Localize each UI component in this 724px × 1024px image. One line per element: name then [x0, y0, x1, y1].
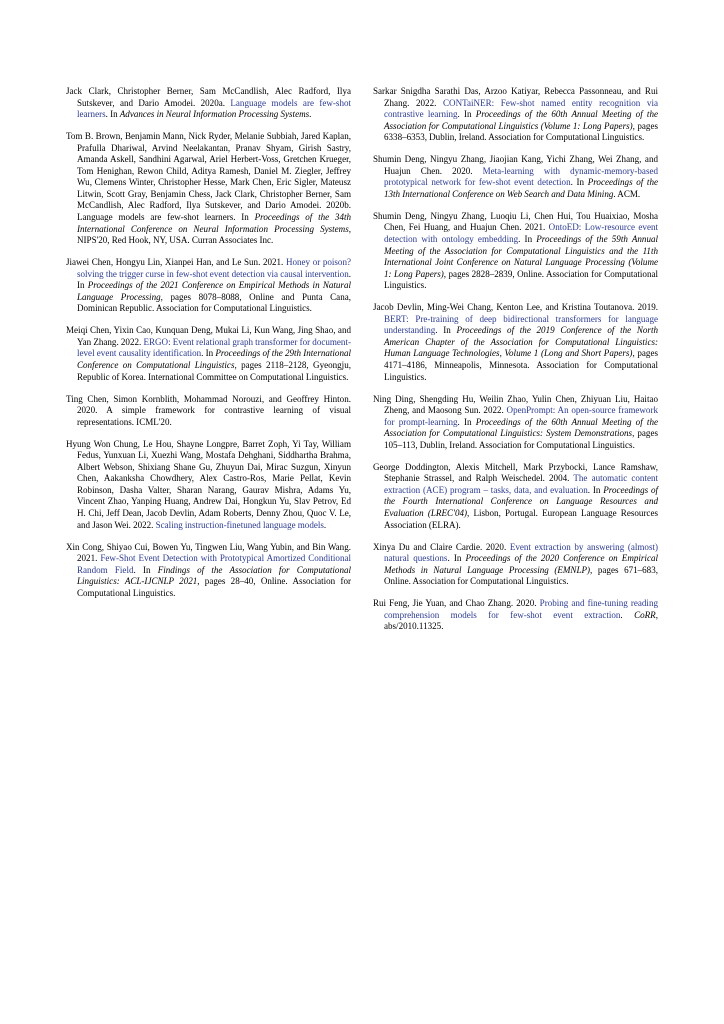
right-column: [373, 86, 658, 633]
reference-entry: [373, 86, 658, 144]
reference-title-link[interactable]: ERGO: Event relational graph transformer for document-level event causality identification: [77, 336, 351, 359]
reference-text: . In: [457, 416, 476, 427]
reference-text: Rui Feng, Jie Yuan, and Chao Zhang. 2020.: [373, 598, 540, 609]
reference-entry: [66, 325, 351, 383]
reference-text: . In: [447, 553, 466, 564]
reference-title-link[interactable]: Scaling instruction-finetuned language models: [155, 519, 324, 530]
reference-title-link[interactable]: Meta-learning with dynamic-memory-based prototypical network for few-shot event detection: [384, 165, 658, 188]
reference-entry: [373, 302, 658, 383]
reference-text: Jacob Devlin, Ming-Wei Chang, Kenton Lee, and Kristina Toutanova. 2019.: [373, 302, 658, 313]
reference-venue: Proceedings of the 60th Annual Meeting of the Association for Computational Linguistics (Volume 1: Long Papers): [384, 109, 658, 131]
reference-text: .: [309, 109, 312, 120]
reference-text: , pages 4171–4186, Minneapolis, Minnesota. Association for Computational Linguistics.: [384, 348, 658, 382]
reference-text: George Doddington, Alexis Mitchell, Mark Przybocki, Lance Ramshaw, Stephanie Strassel, and Ralph Weischedel. 2004.: [373, 461, 658, 484]
reference-title-link[interactable]: OntoED: Low-resource event detection with ontology embedding: [384, 222, 658, 245]
reference-entry: [373, 211, 658, 292]
reference-text: Meiqi Chen, Yixin Cao, Kunquan Deng, Mukai Li, Kun Wang, Jing Shao, and Yan Zhang. 2022.: [66, 325, 351, 347]
reference-text: . ACM.: [613, 188, 641, 199]
left-column: [66, 86, 351, 599]
reference-text: , NIPS'20, Red Hook, NY, USA. Curran Associates Inc.: [77, 223, 351, 246]
reference-title-link[interactable]: Language models are few-shot learners: [77, 97, 352, 120]
reference-text: , Lisbon, Portugal. European Language Resources Association (ELRA).: [384, 508, 658, 530]
reference-text: . In: [105, 109, 120, 120]
reference-venue: Proceedings of the 59th Annual Meeting of the Association for Computational Linguistics and the 11th International Joint Conference on Natural Language Processing (Volume 1: Long Papers): [384, 234, 658, 279]
reference-title-link[interactable]: Few-Shot Event Detection with Prototypical Amortized Conditional Random Field: [77, 553, 351, 575]
reference-venue: Advances in Neural Information Processing Systems: [119, 109, 310, 120]
reference-text: , pages 28–40, Online. Association for Computational Linguistics.: [77, 576, 351, 598]
reference-entry: [373, 394, 658, 452]
reference-title-link[interactable]: CONTaiNER: Few-shot named entity recognition via contrastive learning: [384, 97, 658, 120]
reference-title-link[interactable]: Probing and fine-tuning reading comprehension models for few-shot event extraction: [384, 598, 658, 620]
reference-text: , abs/2010.11325.: [384, 609, 658, 632]
reference-text: Xinya Du and Claire Cardie. 2020.: [373, 541, 510, 552]
reference-venue: Proceedings of the 60th Annual Meeting of the Association for Computational Linguistics: System Demonstrations: [384, 416, 658, 439]
reference-venue: Proceedings of the Fourth International Conference on Language Resources and Evaluation (LREC'04): [384, 484, 658, 518]
reference-venue: Proceedings of the 34th International Conference on Neural Information Processing Systems: [77, 211, 352, 234]
reference-title-link[interactable]: OpenPrompt: An open-source framework for prompt-learning: [384, 405, 658, 427]
reference-text: . In: [457, 109, 476, 120]
reference-text: . In: [133, 564, 158, 575]
reference-venue: Proceedings of the 2019 Conference of the North American Chapter of the Association for Computational Linguistics: Human Language Technologies, Volume 1 (Long and Short Papers): [384, 325, 658, 359]
reference-title-link[interactable]: The automatic content extraction (ACE) program – tasks, data, and evaluation: [384, 473, 659, 495]
reference-title-link[interactable]: Event extraction by answering (almost) natural questions: [384, 541, 659, 564]
reference-text: .: [620, 609, 635, 620]
reference-entry: [373, 154, 658, 200]
reference-text: , pages 8078–8088, Online and Punta Cana, Dominican Republic. Association for Computational Linguistics.: [77, 291, 351, 314]
reference-venue: Proceedings of the 29th International Conference on Computational Linguistics: [77, 348, 352, 370]
reference-text: Ning Ding, Shengding Hu, Weilin Zhao, Yulin Chen, Zhiyuan Liu, Haitao Zheng, and Maosong Sun. 2022.: [373, 393, 658, 416]
reference-entry: [66, 394, 351, 429]
reference-venue: Proceedings of the 2020 Conference on Empirical Methods in Natural Language Processing (EMNLP): [384, 553, 658, 575]
reference-title-link[interactable]: BERT: Pre-training of deep bidirectional transformers for language understanding: [384, 313, 658, 336]
reference-entry: [66, 257, 351, 315]
reference-title-link[interactable]: Honey or poison? solving the trigger curse in few-shot event detection via causal intervention: [77, 257, 351, 279]
reference-text: , pages 105–113, Dublin, Ireland. Association for Computational Linguistics.: [384, 428, 658, 450]
reference-entry: [66, 439, 351, 531]
reference-text: Xin Cong, Shiyao Cui, Bowen Yu, Tingwen Liu, Wang Yubin, and Bin Wang. 2021.: [66, 541, 351, 564]
reference-text: .: [323, 519, 327, 530]
reference-entry: [373, 542, 658, 588]
reference-text: Jiawei Chen, Hongyu Lin, Xianpei Han, and Le Sun. 2021.: [66, 257, 286, 268]
reference-venue: Proceedings of the 2021 Conference on Empirical Methods in Natural Language Processing: [77, 280, 351, 302]
reference-entry: [373, 598, 658, 633]
reference-text: . In: [570, 177, 588, 188]
reference-text: Tom B. Brown, Benjamin Mann, Nick Ryder, Melanie Subbiah, Jared Kaplan, Prafulla Dhariwal, Arvind Neelakantan, Pranav Shyam, Girish Sastry, Amanda Askell, Sandhini Agarwal, Ariel Herbert-Voss, Gretchen Krueger, Tom Henighan, Rewon Child, Aditya Ramesh, Daniel M. Ziegler, Jeffrey Wu, Clemens Winter, Christopher Hesse, Mark Chen, Eric Sigler, Mateusz Litwin, Scott Gray, Benjamin Chess, Jack Clark, Christopher Berner, Sam McCandlish, Alec Radford, Ilya Sutskever, and Dario Amodei. 2020b. Language models are few-shot learners. In: [66, 131, 351, 222]
reference-text: , pages 2118–2128, Gyeongju, Republic of Korea. International Committee on Computational Linguistics.: [77, 359, 351, 382]
reference-text: . In: [435, 325, 457, 336]
reference-entry: [66, 131, 351, 246]
reference-text: , pages 2828–2839, Online. Association for Computational Linguistics.: [384, 268, 659, 291]
reference-text: Ting Chen, Simon Kornblith, Mohammad Norouzi, and Geoffrey Hinton. 2020. A simple framework for contrastive learning of visual representations. ICML'20.: [66, 393, 351, 427]
reference-entry: [66, 542, 351, 600]
reference-venue: Findings of the Association for Computational Linguistics: ACL-IJCNLP 2021: [77, 564, 351, 587]
reference-text: , pages 671–683, Online. Association for Computational Linguistics.: [384, 564, 658, 587]
reference-text: , pages 6338–6353, Dublin, Ireland. Association for Computational Linguistics.: [384, 120, 658, 143]
reference-text: . In: [77, 268, 351, 291]
reference-entry: [373, 462, 658, 531]
reference-text: . In: [587, 484, 604, 495]
reference-text: Hyung Won Chung, Le Hou, Shayne Longpre, Barret Zoph, Yi Tay, William Fedus, Yunxuan Li, Xuezhi Wang, Mostafa Dehghani, Siddhartha Brahma, Albert Webson, Shixiang Shane Gu, Zhuyun Dai, Mirac Suzgun, Xinyun Chen, Aakanksha Chowdhery, Alex Castro-Ros, Marie Pellat, Kevin Robinson, Dasha Valter, Sharan Narang, Gaurav Mishra, Adams Yu, Vincent Zhao, Yanping Huang, Andrew Dai, Hongkun Yu, Slav Petrov, Ed H. Chi, Jeff Dean, Jacob Devlin, Adam Roberts, Denny Zhou, Quoc V. Le, and Jason Wei. 2022.: [66, 438, 351, 530]
reference-text: . In: [201, 348, 216, 359]
reference-venue: CoRR: [634, 609, 656, 620]
reference-entry: [66, 86, 351, 121]
reference-text: Shumin Deng, Ningyu Zhang, Jiaojian Kang, Yichi Zhang, Wei Zhang, and Huajun Chen. 2020.: [373, 154, 658, 176]
reference-text: Shumin Deng, Ningyu Zhang, Luoqiu Li, Chen Hui, Tou Huaixiao, Mosha Chen, Fei Huang, and Huajun Chen. 2021.: [373, 210, 658, 233]
reference-text: Jack Clark, Christopher Berner, Sam McCandlish, Alec Radford, Ilya Sutskever, and Dario Amodei. 2020a.: [66, 86, 351, 108]
reference-venue: Proceedings of the 13th International Conference on Web Search and Data Mining: [384, 177, 658, 199]
reference-text: Sarkar Snigdha Sarathi Das, Arzoo Katiyar, Rebecca Passonneau, and Rui Zhang. 2022.: [373, 86, 658, 108]
two-column-layout: [66, 86, 664, 633]
reference-text: . In: [518, 234, 537, 245]
